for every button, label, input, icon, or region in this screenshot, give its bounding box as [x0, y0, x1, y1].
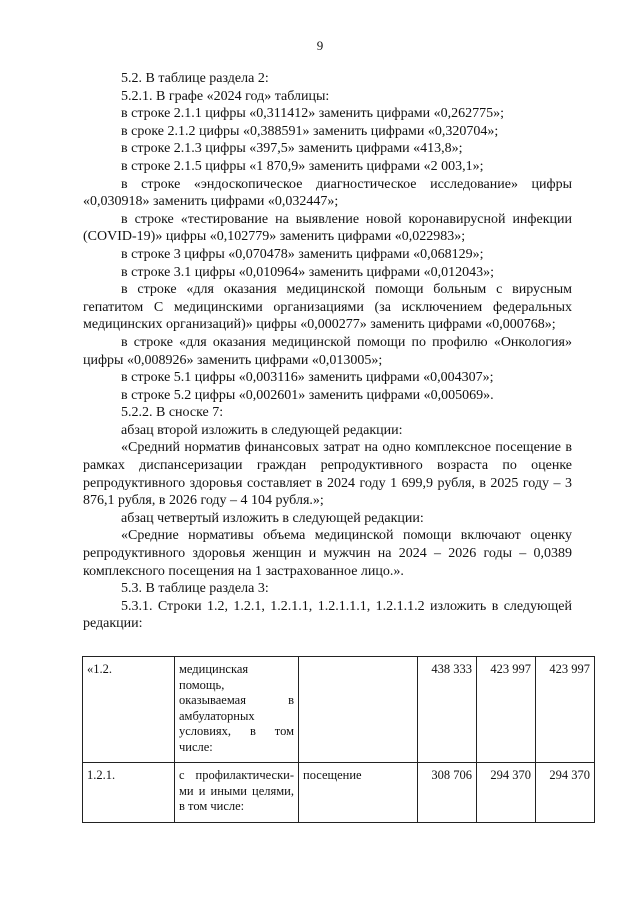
row-value-2025: 294 370: [477, 763, 536, 823]
paragraph: 5.3.1. Строки 1.2, 1.2.1, 1.2.1.1, 1.2.1.1.1, 1.2.1.1.2 изложить в следующей редакции:: [83, 598, 572, 632]
row-code: «1.2.: [83, 657, 175, 763]
row-name: с профилактически-ми и иными целями, в том числе:: [175, 763, 299, 823]
paragraph: «Средний норматив финансовых затрат на одно комплексное посещение в рамках диспансеризации граждан репродуктивного возраста по оценке репродуктивного здоровья составляет в 2024 году 1 699,9 рубля, в 2025 году – 3 876,1 рубля, в 2026 году – 4 104 рубля.»;: [83, 440, 572, 509]
row-value-2025: 423 997: [477, 657, 536, 763]
row-value-2024: 308 706: [418, 763, 477, 823]
paragraph: в строке 2.1.3 цифры «397,5» заменить цифрами «413,8»;: [121, 141, 463, 157]
row-unit: [299, 657, 418, 763]
paragraph: в строке 2.1.5 цифры «1 870,9» заменить цифрами «2 003,1»;: [121, 158, 484, 174]
paragraph: 5.2.2. В сноске 7:: [121, 405, 224, 421]
paragraph: абзац четвертый изложить в следующей редакции:: [121, 510, 424, 526]
document-body: [83, 70, 572, 633]
paragraph: в строке «для оказания медицинской помощи больным с вирусным гепатитом С медицинскими организациями (за исключением федеральных медицинских организаций)» цифры «0,000277» заменить цифрами «0,000768»;: [83, 282, 572, 333]
paragraph: абзац второй изложить в следующей редакции:: [121, 422, 403, 438]
table-row: [83, 657, 595, 763]
row-value-2026: 294 370: [536, 763, 595, 823]
paragraph: в строке 3.1 цифры «0,010964» заменить цифрами «0,012043»;: [121, 264, 495, 280]
row-code: 1.2.1.: [83, 763, 175, 823]
paragraph: в строке 5.2 цифры «0,002601» заменить цифрами «0,005069».: [121, 387, 494, 403]
row-name: медицинская помощь, оказываемая в амбулаторных условиях, в том числе:: [175, 657, 299, 763]
row-unit: посещение: [299, 763, 418, 823]
paragraph: в строке «эндоскопическое диагностическое исследование» цифры «0,030918» заменить цифрами «0,032447»;: [83, 176, 572, 210]
paragraph: в строке «тестирование на выявление новой коронавирусной инфекции (COVID-19)» цифры «0,102779» заменить цифрами «0,022983»;: [83, 211, 572, 245]
paragraph: в строке 2.1.1 цифры «0,311412» заменить цифрами «0,262775»;: [121, 106, 505, 122]
paragraph: в строке 3 цифры «0,070478» заменить цифрами «0,068129»;: [121, 246, 484, 262]
paragraph: «Средние нормативы объема медицинской помощи включают оценку репродуктивного здоровья женщин и мужчин на 2024 – 2026 годы – 0,0389 комплексного посещения на 1 застрахованное лицо.».: [83, 528, 572, 579]
amendment-table: [82, 656, 595, 823]
row-value-2024: 438 333: [418, 657, 477, 763]
paragraph: 5.2. В таблице раздела 2:: [121, 71, 269, 86]
paragraph: в строке «для оказания медицинской помощи по профилю «Онкология» цифры «0,008926» заменить цифрами «0,013005»;: [83, 334, 572, 368]
paragraph: 5.2.1. В графе «2024 год» таблицы:: [121, 88, 330, 104]
row-value-2026: 423 997: [536, 657, 595, 763]
table-row: [83, 763, 595, 823]
paragraph: в строке 5.1 цифры «0,003116» заменить цифрами «0,004307»;: [121, 370, 494, 386]
paragraph: 5.3. В таблице раздела 3:: [121, 581, 269, 597]
paragraph: в сроке 2.1.2 цифры «0,388591» заменить цифрами «0,320704»;: [121, 123, 499, 139]
page-number: 9: [316, 38, 324, 53]
